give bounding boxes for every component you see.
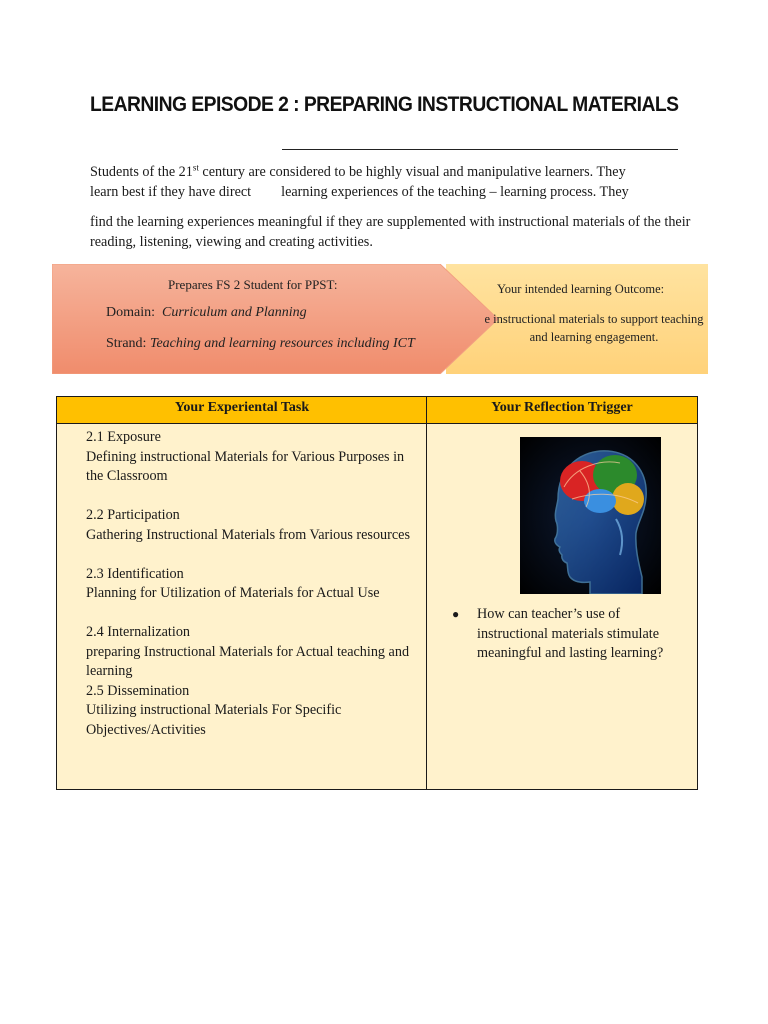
column-divider	[426, 397, 427, 789]
table-header	[57, 397, 697, 423]
intro-paragraph-1	[90, 163, 710, 202]
task-description: Gathering Instructional Materials from Various resources	[86, 526, 410, 543]
intro-text-start: Students of the 21	[90, 164, 193, 180]
task-heading: 2.1 Exposure	[86, 429, 161, 445]
reflection-question: How can teacher’s use of instructional materials stimulate meaningful and lasting learning?	[477, 606, 664, 661]
domain-value: Curriculum and Planning	[162, 305, 307, 320]
task-table	[56, 396, 698, 790]
title-underline	[282, 149, 678, 150]
task-heading: 2.2 Participation	[86, 507, 180, 523]
task-item	[86, 565, 421, 604]
col-header-reflection: Your Reflection Trigger	[491, 400, 633, 415]
intro-paragraph-2: find the learning experiences meaningful if they are supplemented with instructional materials of the their reading, listening, viewing and creating activities.	[90, 214, 691, 250]
brain-head-icon	[520, 437, 661, 594]
task-description: Defining instructional Materials for Various Purposes in the Classroom	[86, 448, 405, 484]
domain-line	[106, 305, 307, 321]
bullet-dot-icon: ●	[452, 607, 460, 621]
task-heading: 2.5 Dissemination	[86, 682, 190, 699]
header-divider	[57, 423, 697, 424]
task-item	[86, 428, 421, 487]
intro-line2-b: learning experiences of the teaching – learning process. They	[281, 183, 629, 200]
task-item	[86, 506, 421, 545]
task-list	[86, 428, 421, 740]
col-header-task: Your Experiental Task	[174, 400, 310, 415]
task-item	[86, 682, 421, 741]
domain-label: Domain:	[106, 305, 155, 320]
task-heading: 2.4 Internalization	[86, 624, 191, 640]
outcome-text: e instructional materials to support teaching and learning engagement.	[484, 312, 704, 344]
task-description: Planning for Utilization of Materials for Actual Use	[86, 585, 380, 601]
strand-line	[106, 336, 415, 352]
task-heading: 2.3 Identification	[86, 565, 184, 582]
strand-value: Teaching and learning resources including ICT	[149, 336, 415, 351]
intro-line2-a: learn best if they have direct	[90, 183, 252, 200]
ordinal-suffix: st	[192, 162, 199, 173]
task-item	[86, 623, 421, 682]
outcome-title: Your intended learning Outcome:	[497, 282, 665, 296]
task-description: Utilizing instructional Materials For Specific Objectives/Activities	[86, 702, 342, 738]
brain-image	[520, 437, 661, 594]
page-title: LEARNING EPISODE 2 : PREPARING INSTRUCTIONAL MATERIALS	[90, 93, 679, 116]
task-description: preparing Instructional Materials for Actual teaching and learning	[86, 643, 410, 679]
intro-text-rest: century are considered to be highly visual and manipulative learners. They	[198, 164, 626, 180]
ppst-title: Prepares FS 2 Student for PPST:	[168, 277, 338, 292]
strand-label: Strand:	[106, 336, 147, 351]
